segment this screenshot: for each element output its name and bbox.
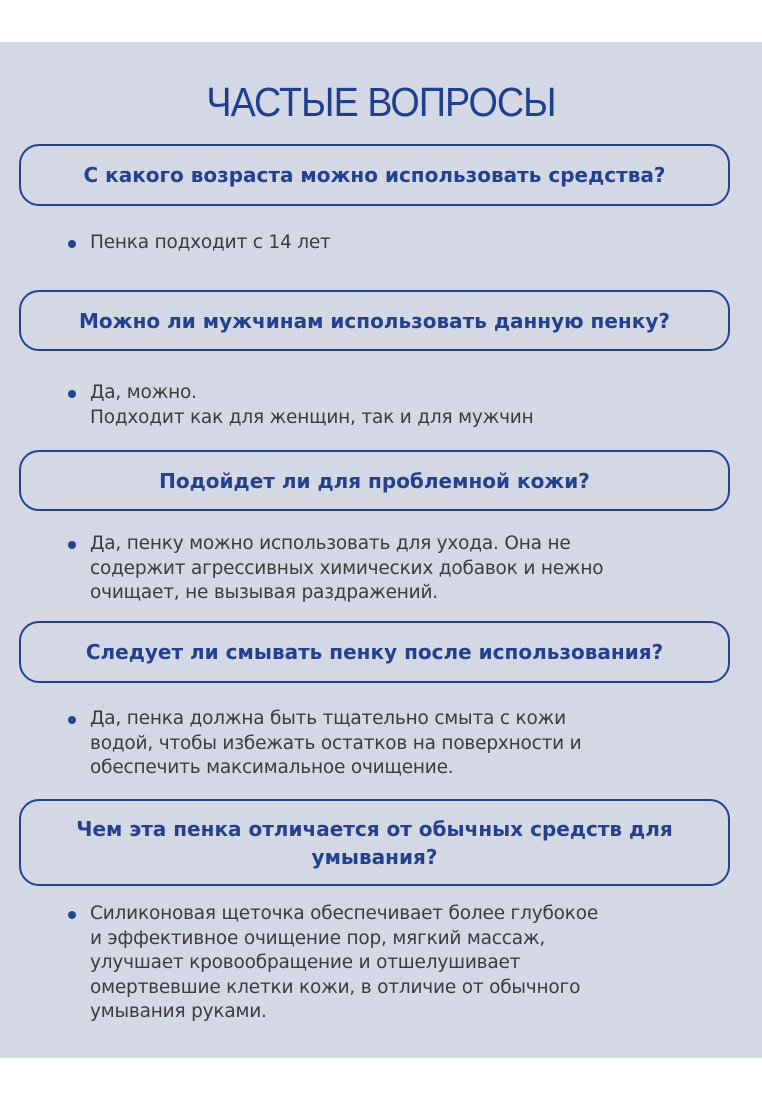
- faq-answer-3-line-3: очищает, не вызывая раздражений.: [90, 582, 438, 603]
- faq-answer-5-line-5: умывания руками.: [90, 1001, 267, 1022]
- faq-answer-4: [90, 707, 710, 781]
- faq-answer-5: [90, 902, 710, 1025]
- faq-answer-5-line-4: омертвевшие клетки кожи, в отличие от обычного: [90, 976, 581, 998]
- faq-question-5-line-2: умывания?: [311, 844, 438, 869]
- faq-answer-5-line-1: Силиконовая щеточка обеспечивает более глубокое: [90, 903, 599, 924]
- faq-question-5: [19, 799, 730, 886]
- faq-question-2-text: Можно ли мужчинам использовать данную пенку?: [79, 308, 670, 333]
- faq-answer-2-line-1: Да, можно.: [90, 382, 197, 403]
- bullet-icon: [68, 541, 76, 549]
- bullet-icon: [68, 716, 76, 724]
- faq-answer-1-line-1: Пенка подходит с 14 лет: [90, 232, 331, 253]
- faq-answer-4-line-1: Да, пенка должна быть тщательно смыта с кожи: [90, 708, 566, 729]
- bullet-icon: [68, 240, 76, 248]
- faq-question-1-text: С какого возраста можно использовать средства?: [83, 163, 666, 187]
- faq-answer-1: [90, 231, 710, 256]
- faq-answer-4-line-3: обеспечить максимальное очищение.: [90, 757, 454, 778]
- faq-answer-3-line-1: Да, пенку можно использовать для ухода. Она не: [90, 533, 571, 554]
- faq-question-3: [19, 450, 730, 511]
- bullet-icon: [68, 390, 76, 398]
- faq-question-1: [19, 144, 730, 206]
- bullet-icon: [68, 911, 76, 919]
- faq-question-3-text: Подойдет ли для проблемной кожи?: [159, 468, 590, 493]
- faq-answer-3-line-2: содержит агрессивных химических добавок и нежно: [90, 557, 604, 579]
- faq-answer-3: [90, 532, 710, 606]
- faq-answer-2-line-2: Подходит как для женщин, так и для мужчин: [90, 406, 534, 428]
- faq-answer-2: [90, 381, 710, 430]
- page-title: ЧАСТЫЕ ВОПРОСЫ: [206, 79, 556, 125]
- faq-question-4: [19, 621, 730, 683]
- faq-question-4-text: Следует ли смывать пенку после использования?: [85, 640, 664, 664]
- faq-question-2: [19, 290, 730, 351]
- faq-answer-5-line-2: и эффективное очищение пор, мягкий массаж,: [90, 927, 546, 949]
- faq-answer-4-line-2: водой, чтобы избежать остатков на поверхности и: [90, 732, 582, 754]
- faq-answer-5-line-3: улучшает кровообращение и отшелушивает: [90, 952, 521, 973]
- faq-question-5-line-1: Чем эта пенка отличается от обычных средств для: [76, 816, 673, 841]
